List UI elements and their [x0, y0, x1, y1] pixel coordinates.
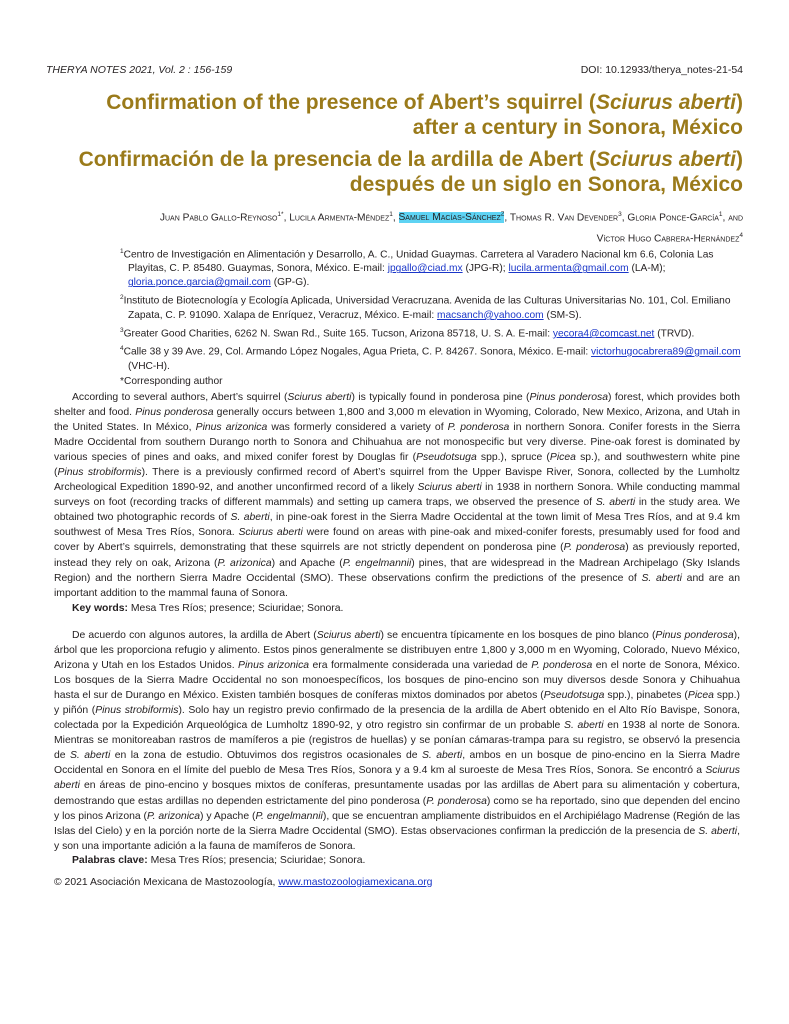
author-highlighted: Samuel Macías-Sánchez$^2$ [398, 211, 505, 224]
email-link[interactable]: jpgallo@ciad.mx [387, 263, 463, 275]
society-website-link[interactable]: www.mastozoologiamexicana.org [278, 877, 433, 888]
title-english: Confirmation of the presence of Abert’s squirrel (Sciurus aberti) after a century in Sonora, México [106, 91, 743, 139]
email-link[interactable]: gloria.ponce.garcia@gmail.com [128, 277, 271, 289]
affiliation-3: $^3$Greater Good Charities, 6262 N. Swan Rd., Suite 165. Tucson, Arizona 85718, U. S. A. E-mail: yecora4@comcast.net (TRVD). [120, 326, 695, 340]
abstract-english: According to several authors, Abert’s squirrel (Sciurus aberti) is typically found in ponderosa pine (Pinus ponderosa) forest, which provides both shelter and food. Pinus ponderosa generally occurs between 1,800 and 3,000 m elevation in Wyoming, Colorado, New Mexico, Arizona, and Utah in the United States. In México, Pinus arizonica was formerly considered a variety of P. ponderosa in northern Sonora. Conifer forests in the Sierra Madre Occidental from southern Durango north to Sonora and Chihuahua are not monospecific but very diverse. Pine-oak forest is dominated by various species of pines and oaks, and mixed conifer forest by Douglas fir (Pseudotsuga spp.), spruce (Picea sp.), and southwestern white pine (Pinus strobiformis). There is a previously confirmed record of Abert’s squirrel from the Upper Bavispe River, Sonora, collected by the Lumholtz Archeological Expedition 1890-92, and another unconfirmed record of a likely Sciurus aberti in 1938 in northern Sonora. While conducting mammal surveys on foot (recording tracks of different mammals) and setting up camera traps, we observed the presence of S. aberti in the study area. We obtained two photographic records of S. aberti, in pine-oak forest in the Sierra Madre Occidental at the town limit of Mesa Tres Ríos, and at 9.4 km southwest of Mesa Tres Ríos, Sonora. Sciurus aberti were found on areas with pine-oak and mixed-conifer forests, presumably used for food and cover by Abert’s squirrels, demonstrating that these squirrels are not strictly dependent on ponderosa pine (P. ponderosa) as previously reported, instead they rely on oak, Arizona (P. arizonica) and Apache (P. engelmannii) pines, that are widespread in the Madrean Archipelago (Sky Islands Region) and the northern Sierra Madre Occidental (SMO). These observations confirm the predictions of the presence of S. aberti and are an important addition to the mammal fauna of Sonora. [54, 392, 741, 599]
abstract-spanish: De acuerdo con algunos autores, la ardilla de Abert (Sciurus aberti) se encuentra típicamente en los bosques de pino blanco (Pinus ponderosa), árbol que les proporciona refugio y alimento. Estos pinos generalmente se distribuyen entre 1,800 y 3,000 m en Wyoming, Colorado, Nuevo México, Arizona y Utah en los Estados Unidos. Pinus arizonica era formalmente considerada una variedad de P. ponderosa en el norte de Sonora, México. Los bosques de la Sierra Madre Occidental no son monoespecíficos, los bosques de pino-encino son muy diversos desde Sonora y Chihuahua hasta el sur de Durango en México. Existen también bosques de coníferas mixtos dominados por abetos (Pseudotsuga spp.), pinabetes (Picea spp.) y piñón (Pinus strobiformis). Solo hay un registro previo confirmado de la presencia de la ardilla de Abert obtenido en el Alto Río Bavispe, Sonora, colectada por la Expedición Arqueológica de Lumholtz 1890-92, y otro registro sin confirmar de un probable S. aberti en 1938 al norte de Sonora. Mientras se monitoreaban rastros de mamíferos a pie (registros de huellas) y se ponían cámaras-trampa para su registro, se observó la presencia de S. aberti en la zona de estudio. Obtuvimos dos registros ocasionales de S. aberti, ambos en un bosque de pino-encino en la Sierra Madre Occidental en Sonora en el límite del pueblo de Mesa Tres Ríos, Sonora y a 9.4 km al suroeste de Mesa Tres Ríos, Sonora. Se encontró a Sciurus aberti en áreas de pino-encino y bosques mixtos de coníferas, presuntamente usadas por las ardillas de Abert para su alimentación y cobertura, demostrando que estas ardillas no dependen estrictamente del pino ponderosa (P. ponderosa) como se ha reportado, sino que dependen del encino y los pinos Arizona (P. arizonica) y Apache (P. engelmannii), que se encuentran ampliamente distribuidos en el Archipiélago Madrense (Región de las Islas del Cielo) y en la porción norte de la Sierra Madre Occidental (SMO). Estas observaciones confirman la predicción de la presencia de S. aberti, y son una importante adición a la fauna de mamíferos de Sonora. [54, 630, 741, 852]
affiliations [120, 245, 743, 390]
email-link[interactable]: macsanch@yahoo.com [437, 309, 544, 321]
keywords: Key words: Mesa Tres Ríos; presence; Sciuridae; Sonora. [72, 603, 344, 614]
doi: DOI: 10.12933/therya_notes-21-54 [580, 64, 743, 76]
copyright-line: © 2021 Asociación Mexicana de Mastozoología, www.mastozoologiamexicana.org [54, 877, 433, 888]
email-link[interactable]: yecora4@comcast.net [552, 328, 655, 340]
title-spanish: Confirmación de la presencia de la ardilla de Abert (Sciurus aberti) después de un siglo en Sonora, México [78, 148, 743, 196]
affiliation-4: $^4$Calle 38 y 39 Ave. 29, Col. Armando López Nogales, Agua Prieta, C. P. 84267. Sonora, México. E-mail: victorhugocabrera89@gmail.com (VHC-H). [120, 345, 741, 372]
author: Lucila Armenta-Méndez [289, 212, 390, 224]
journal-citation: THERYA NOTES 2021, Vol. 2 : 156-159 [46, 64, 233, 76]
author: Juan Pablo Gallo-Reynoso [159, 212, 278, 224]
affiliation-1: $^1$Centro de Investigación en Alimentación y Desarrollo, A. C., Unidad Guaymas. Carretera al Varadero Nacional km 6.6, Colonia Las Playitas, C. P. 85480. Guaymas, Sonora, México. E-mail: jpgallo@ciad.mx (JPG-R); lucila.armenta@gmail.com (LA-M); gloria.ponce.garcia@gmail.com (GP-G). [120, 248, 714, 289]
email-link[interactable]: lucila.armenta@gmail.com [508, 263, 629, 275]
author: Thomas R. Van Devender [509, 212, 619, 224]
affiliation-2: $^2$Instituto de Biotecnología y Ecología Aplicada, Universidad Veracruzana. Avenida de las Culturas Universitarias No. 101, Col. Emiliano Zapata, C. P. 91090. Xalapa de Enríquez, Veracruz, México. E-mail: macsanch@yahoo.com (SM-S). [120, 294, 731, 321]
corresponding-author-note: *Corresponding author [120, 375, 223, 387]
palabras-clave: Palabras clave: Mesa Tres Ríos; presencia; Sciuridae; Sonora. [72, 855, 366, 866]
author-list: Juan Pablo Gallo-Reynoso$^{1*}$, Lucila Armenta-Méndez$^1$, Samuel Macías-Sánchez$^2$, Thomas R. Van Devender$^3$, Gloria Ponce-García$^1$, and Víctor Hugo Cabrera-Hernández$^4$ [159, 211, 743, 245]
email-link[interactable]: victorhugocabrera89@gmail.com [591, 346, 741, 358]
author: Gloria Ponce-García [627, 212, 719, 224]
author: Víctor Hugo Cabrera-Hernández [596, 233, 740, 245]
